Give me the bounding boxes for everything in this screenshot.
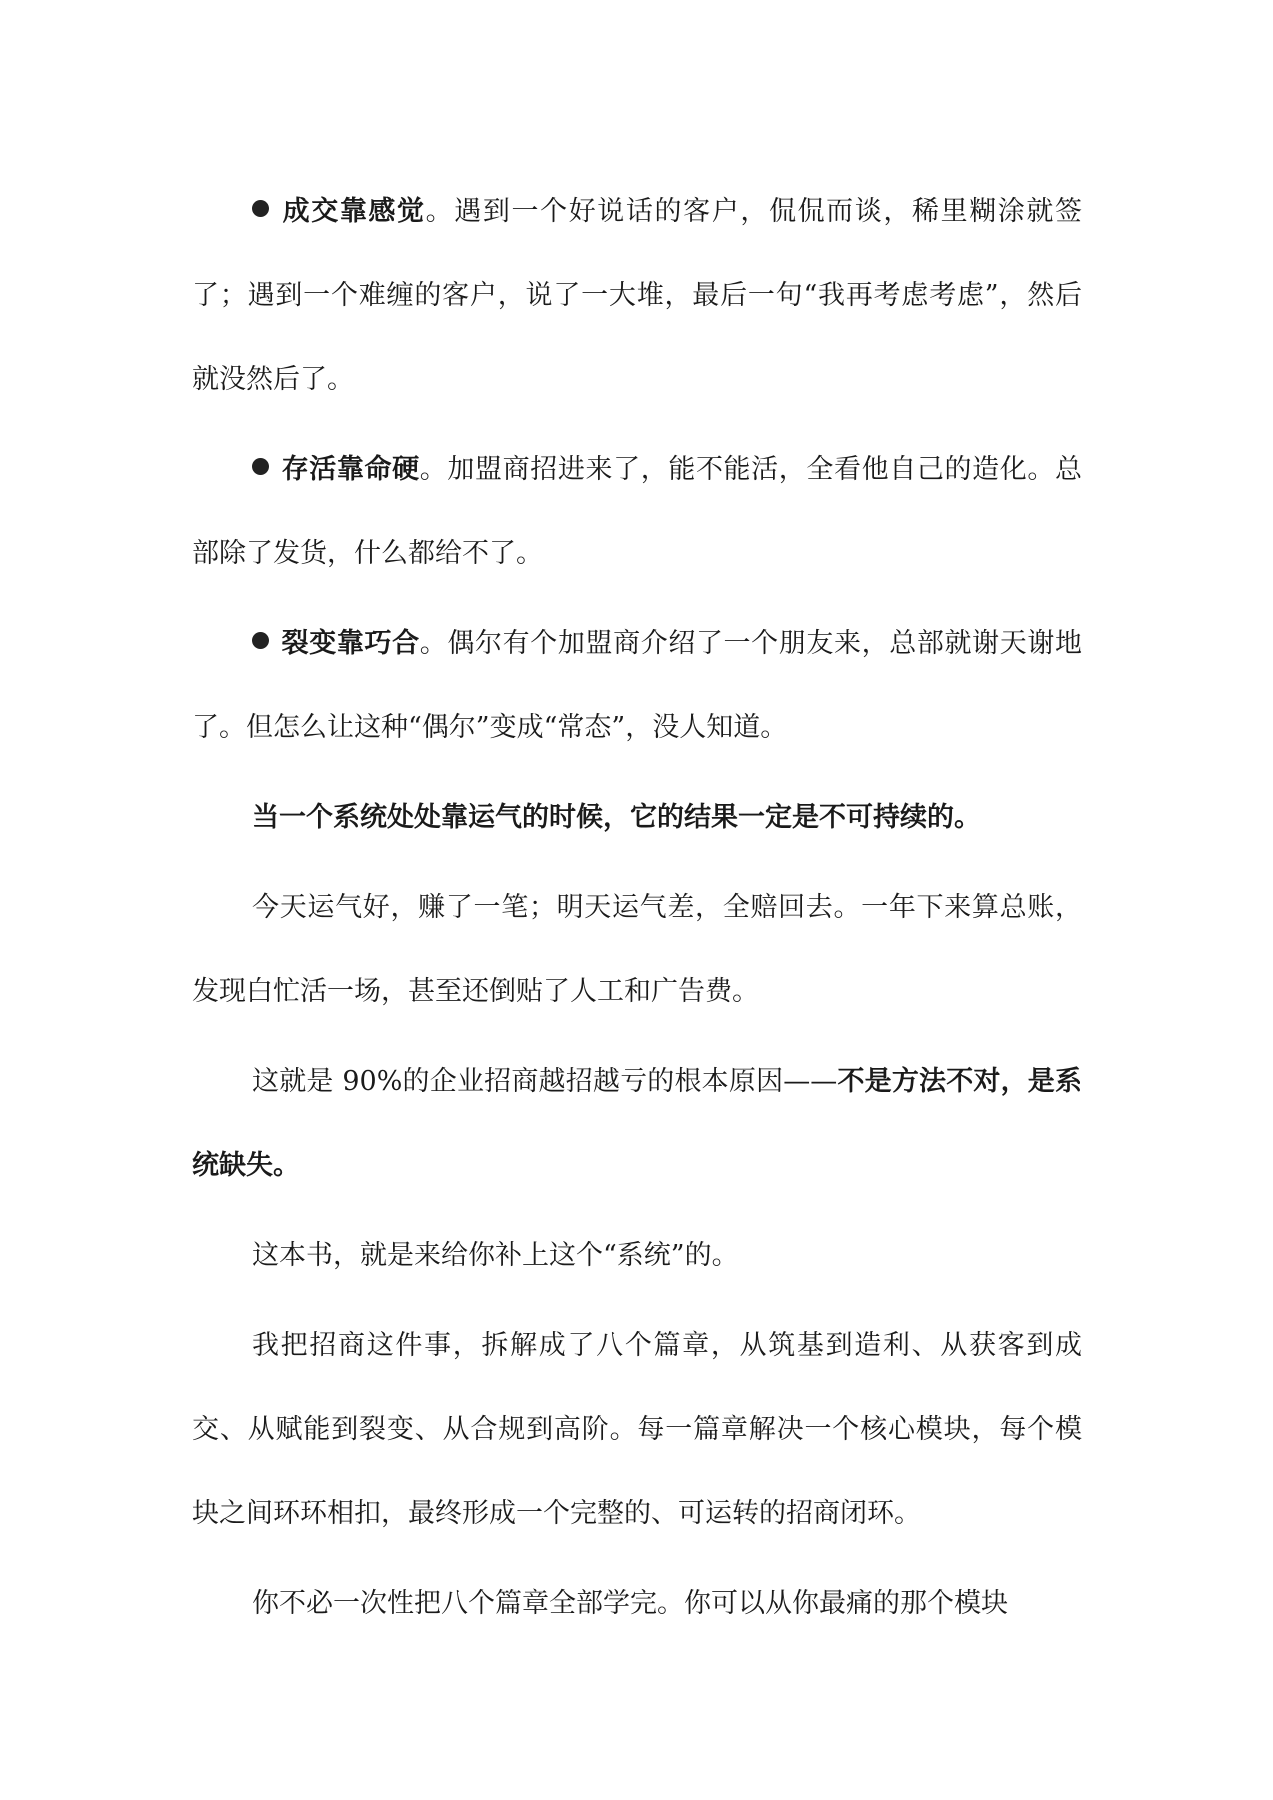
- paragraph-root-cause: [192, 1040, 1082, 1208]
- paragraph-book-purpose: 这本书，就是来给你补上这个“系统”的。: [252, 1240, 739, 1271]
- bullet-item-2: [192, 428, 1082, 596]
- bullet-text: 。偶尔有个加盟商介绍了一个朋友来，总部就谢天谢地了。但怎么让这种“偶尔”变成“常态”，没人知道。: [192, 628, 1083, 743]
- bullet-text: 。遇到一个好说话的客户，侃侃而谈，稀里糊涂就签了；遇到一个难缠的客户，说了一大堆，最后一句“我再考虑考虑”，然后就没然后了。: [192, 196, 1083, 395]
- bullet-dot-icon: [252, 200, 269, 217]
- bullet-item-3: [192, 602, 1082, 770]
- paragraph-start-module: 你不必一次性把八个篇章全部学完。你可以从你最痛的那个模块: [252, 1588, 1008, 1619]
- bullet-title: 成交靠感觉: [281, 196, 426, 227]
- paragraph-eight-chapters: 我把招商这件事，拆解成了八个篇章，从筑基到造利、从获客到成交、从赋能到裂变、从合规到高阶。每一篇章解决一个核心模块，每个模块之间环环相扣，最终形成一个完整的、可运转的招商闭环。: [192, 1330, 1082, 1529]
- root-cause-lead: 这就是 90%的企业招商越招越亏的根本原因——: [252, 1066, 838, 1097]
- key-statement: 当一个系统处处靠运气的时候，它的结果一定是不可持续的。: [252, 802, 981, 833]
- bullet-title: 裂变靠巧合: [281, 628, 420, 659]
- bullet-dot-icon: [252, 458, 269, 475]
- document-body: [192, 170, 1082, 1646]
- bullet-text: 。加盟商招进来了，能不能活，全看他自己的造化。总部除了发货，什么都给不了。: [192, 454, 1083, 569]
- bullet-item-1: [192, 170, 1082, 422]
- root-cause-emphasis: 不是方法不对，是系统缺失。: [192, 1066, 1083, 1181]
- bullet-title: 存活靠命硬: [281, 454, 420, 485]
- paragraph-luck-cost: 今天运气好，赚了一笔；明天运气差，全赔回去。一年下来算总账，发现白忙活一场，甚至还倒贴了人工和广告费。: [192, 892, 1082, 1007]
- bullet-dot-icon: [252, 632, 269, 649]
